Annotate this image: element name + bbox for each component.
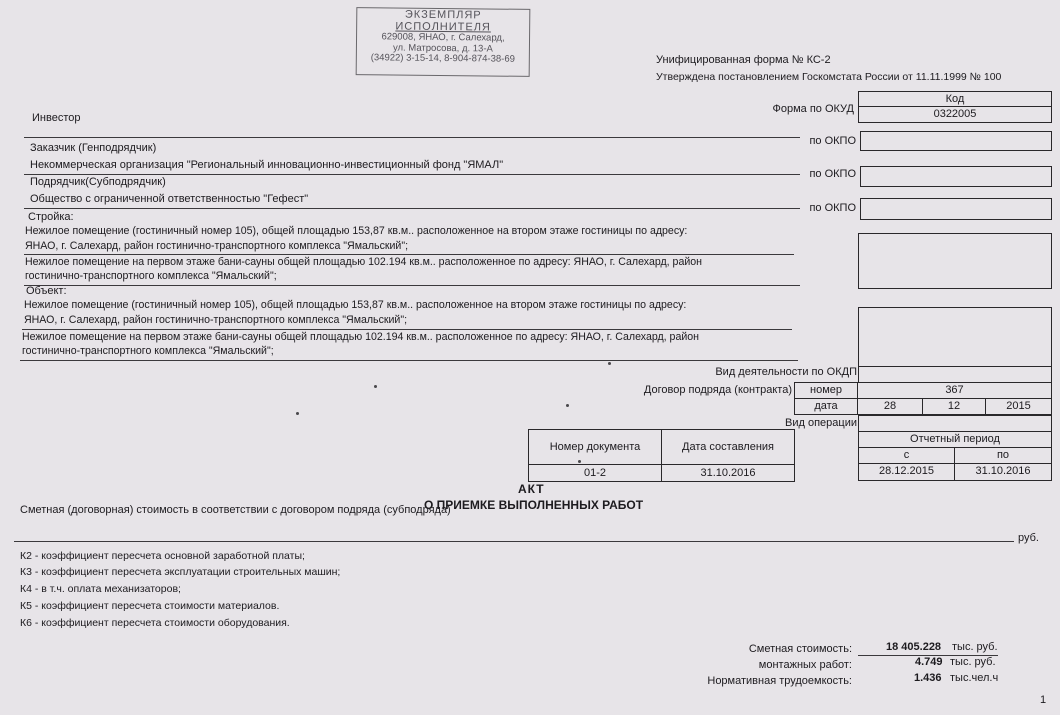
- construction-line-1: Нежилое помещение (гостиничный номер 105), общей площадью 153,87 кв.м.. расположенное на втором этаже гостиницы по адресу:: [25, 225, 688, 237]
- period-from-value: 28.12.2015: [858, 463, 955, 481]
- doc-number-header: Номер документа: [528, 429, 662, 465]
- contract-year: 2015: [985, 398, 1052, 415]
- construction-line-3: Нежилое помещение на первом этаже бани-сауны общей площадью 102.194 кв.м.. расположенное по адресу: ЯНАО, г. Салехард, район: [25, 256, 702, 268]
- construction-underline-1: [24, 254, 794, 255]
- operation-label: Вид операции: [785, 417, 857, 429]
- contract-number-value: 367: [857, 382, 1052, 399]
- period-to-label: по: [954, 447, 1052, 464]
- object-line-4: гостинично-транспортного комплекса "Ямальский";: [22, 345, 274, 357]
- contract-day: 28: [857, 398, 923, 415]
- investor-line: [24, 137, 800, 138]
- mount-value: 4.749: [915, 656, 943, 668]
- period-from-label: с: [858, 447, 955, 464]
- doc-date-header: Дата составления: [661, 429, 795, 465]
- cost-value: 18 405.228: [886, 641, 942, 653]
- construction-code-box: [858, 233, 1052, 289]
- cost-unit: тыс. руб.: [952, 641, 998, 653]
- construction-label: Стройка:: [28, 211, 74, 223]
- stamp-line-3: 629008, ЯНАО, г. Салехард,: [381, 31, 505, 44]
- code-header: Код: [858, 91, 1052, 107]
- okud-code: 0322005: [858, 106, 1052, 123]
- okpo-investor-box: [860, 131, 1052, 151]
- object-underline-1: [22, 329, 792, 330]
- stamp-line-4: ул. Матросова, д. 13-А: [392, 41, 493, 55]
- scan-speck: [296, 412, 299, 415]
- object-underline-2: [20, 360, 798, 361]
- coef-k3: К3 - коэффициент пересчета эксплуатации строительных машин;: [20, 566, 341, 578]
- labor-label: Нормативная трудоемкость:: [707, 675, 852, 687]
- contract-month: 12: [922, 398, 986, 415]
- okpo-customer-label: по ОКПО: [809, 168, 856, 180]
- period-to-value: 31.10.2016: [954, 463, 1052, 481]
- contractor-label: Подрядчик(Субподрядчик): [30, 176, 166, 188]
- stamp-line-5: (34922) 3-15-14, 8-904-874-38-69: [370, 52, 515, 65]
- operation-box: [858, 415, 1052, 432]
- contractor-name: Общество с ограниченной ответственностью "Гефест": [30, 193, 309, 205]
- coef-k5: К5 - коэффициент пересчета стоимости материалов.: [20, 600, 280, 612]
- customer-line: [24, 174, 800, 175]
- scan-speck: [578, 460, 581, 463]
- contract-label: Договор подряда (контракта): [643, 384, 792, 396]
- object-line-3: Нежилое помещение на первом этаже бани-сауны общей площадью 102.194 кв.м.. расположенное по адресу: ЯНАО, г. Салехард, район: [22, 331, 699, 343]
- okud-label: Форма по ОКУД: [772, 103, 854, 115]
- labor-unit: тыс.чел.ч: [950, 672, 999, 684]
- contractor-line: [24, 208, 800, 209]
- object-line-2: ЯНАО, г. Салехард, район гостинично-транспортного комплекса "Ямальский";: [24, 314, 408, 326]
- estimate-label: Сметная (договорная) стоимость в соответствии с договором подряда (субподряда): [20, 504, 451, 516]
- estimate-line: [14, 541, 1014, 542]
- stamp-line-1: ЭКЗЕМПЛЯР: [404, 8, 482, 22]
- period-header: Отчетный период: [858, 431, 1052, 448]
- scan-speck: [608, 362, 611, 365]
- labor-value: 1.436: [914, 672, 942, 684]
- construction-line-4: гостинично-транспортного комплекса "Ямальский";: [25, 270, 277, 282]
- scan-speck: [374, 385, 377, 388]
- mount-unit: тыс. руб.: [950, 656, 996, 668]
- okpo-contractor-box: [860, 198, 1052, 220]
- page-number: 1: [1040, 694, 1047, 706]
- object-code-box: [858, 307, 1052, 367]
- construction-underline-2: [24, 285, 800, 286]
- customer-label: Заказчик (Генподрядчик): [30, 142, 157, 154]
- customer-name: Некоммерческая организация "Региональный инновационно-инвестиционный фонд "ЯМАЛ": [30, 159, 504, 171]
- doc-number-value: 01-2: [528, 464, 662, 482]
- object-line-1: Нежилое помещение (гостиничный номер 105), общей площадью 153,87 кв.м.. расположенное на втором этаже гостиницы по адресу:: [24, 299, 687, 311]
- stamp-line-2: ИСПОЛНИТЕЛЯ: [395, 20, 491, 34]
- okdp-box: [858, 366, 1052, 383]
- okpo-customer-box: [860, 166, 1052, 187]
- cost-label: Сметная стоимость:: [748, 643, 852, 655]
- estimate-currency: руб.: [1018, 532, 1039, 544]
- construction-line-2: ЯНАО, г. Салехард, район гостинично-транспортного комплекса "Ямальский";: [25, 240, 409, 252]
- coef-k6: К6 - коэффициент пересчета стоимости оборудования.: [20, 617, 290, 629]
- approved-label: Утверждена постановлением Госкомстата России от 11.11.1999 № 100: [656, 71, 1002, 83]
- investor-label: Инвестор: [32, 112, 81, 124]
- contract-date-label: дата: [794, 398, 858, 415]
- scan-speck: [566, 404, 569, 407]
- doc-date-value: 31.10.2016: [661, 464, 795, 482]
- object-label: Объект:: [26, 285, 67, 297]
- okpo-contractor-label: по ОКПО: [809, 202, 856, 214]
- unified-form-label: Унифицированная форма № КС-2: [656, 54, 831, 66]
- mount-label: монтажных работ:: [758, 659, 852, 671]
- executor-stamp: [356, 7, 531, 77]
- okdp-label: Вид деятельности по ОКДП: [715, 366, 857, 378]
- coef-k4: К4 - в т.ч. оплата механизаторов;: [20, 583, 181, 595]
- act-subtitle: О ПРИЕМКЕ ВЫПОЛНЕННЫХ РАБОТ: [424, 498, 644, 512]
- act-title: АКТ: [518, 482, 545, 496]
- okpo-investor-label: по ОКПО: [809, 135, 856, 147]
- coef-k2: К2 - коэффициент пересчета основной заработной платы;: [20, 550, 305, 562]
- contract-number-label: номер: [794, 382, 858, 399]
